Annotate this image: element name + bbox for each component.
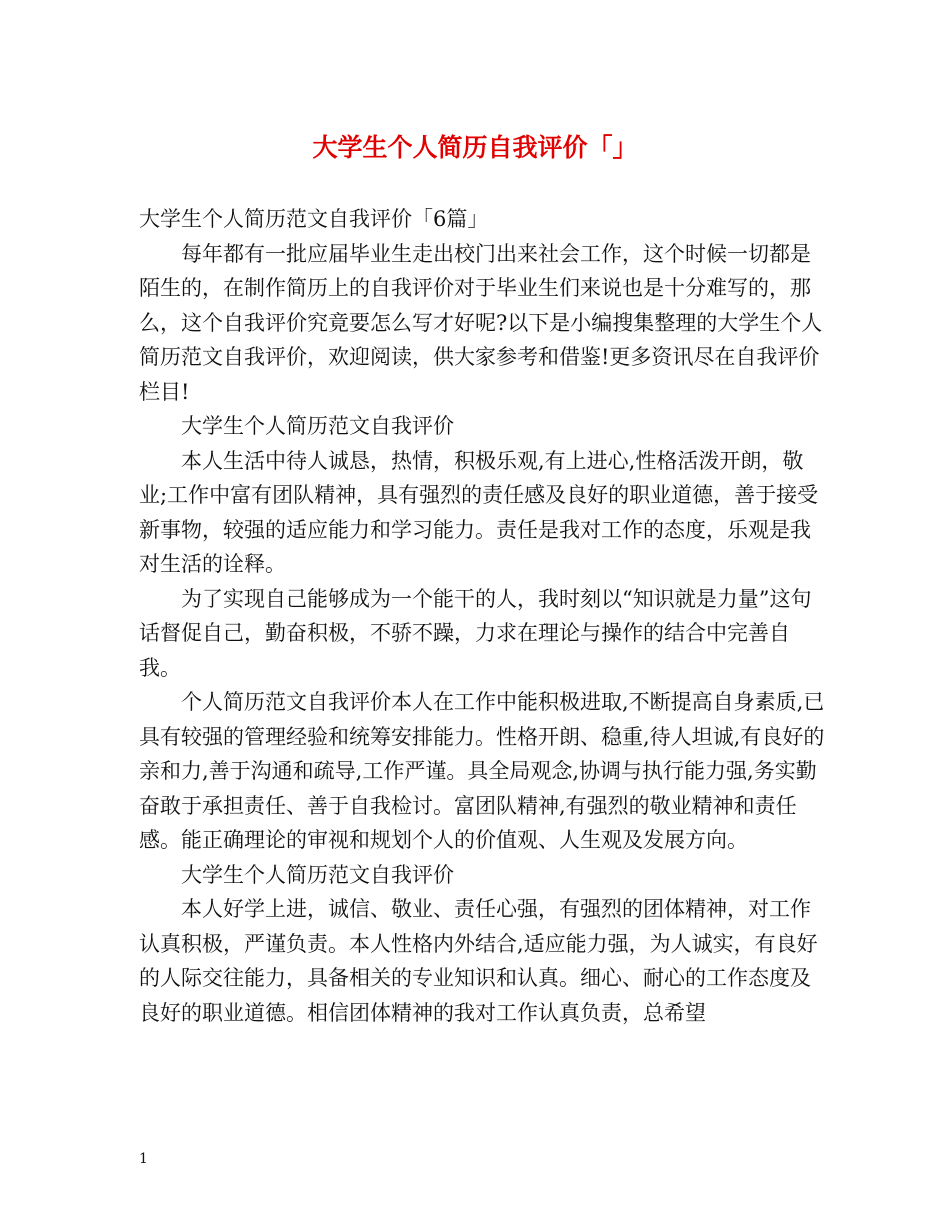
document-subtitle: 大学生个人简历范文自我评价「6篇」 — [139, 207, 489, 231]
paragraph: 本人好学上进，诚信、敬业、责任心强，有强烈的团体精神，对工作认真积极，严谨负责。本人性格内外结合,适应能力强，为人诚实，有良好的人际交往能力，具备相关的专业知识和认真。细心、耐心的工作态度及良好的职业道德。相信团体精神的我对工作认真负责，总希望 — [139, 897, 818, 1025]
paragraph: 为了实现自己能够成为一个能干的人，我时刻以“知识就是力量”这句话督促自己，勤奋积极，不骄不躁，力求在理论与操作的结合中完善自我。 — [139, 586, 812, 680]
paragraph: 本人生活中待人诚恳，热情，积极乐观,有上进心,性格活泼开朗，敬业;工作中富有团队精神，具有强烈的责任感及良好的职业道德，善于接受新事物，较强的适应能力和学习能力。责任是我对工作的态度，乐观是我对生活的诠释。 — [139, 448, 819, 576]
page-number: 1 — [139, 1151, 148, 1167]
paragraph: 个人简历范文自我评价本人在工作中能积极进取,不断提高自身素质,已具有较强的管理经验和统筹安排能力。性格开朗、稳重,待人坦诚,有良好的亲和力,善于沟通和疏导,工作严谨。具全局观念,协调与执行能力强,务实勤奋敢于承担责任、善于自我检讨。富团队精神,有强烈的敬业精神和责任感。能正确理论的审视和规划个人的价值观、人生观及发展方向。 — [139, 690, 825, 852]
document-title: 大学生个人简历自我评价「」 — [312, 133, 638, 162]
section-heading: 大学生个人简历范文自我评价 — [181, 862, 454, 887]
paragraph-intro: 每年都有一批应届毕业生走出校门出来社会工作，这个时候一切都是陌生的，在制作简历上的自我评价对于毕业生们来说也是十分难写的，那么，这个自我评价究竟要怎么写才好呢?以下是小编搜集整理的大学生个人简历范文自我评价，欢迎阅读，供大家参考和借鉴!更多资讯尽在自我评价栏目! — [139, 241, 823, 404]
section-heading: 大学生个人简历范文自我评价 — [181, 414, 454, 438]
document-body — [139, 202, 829, 1030]
